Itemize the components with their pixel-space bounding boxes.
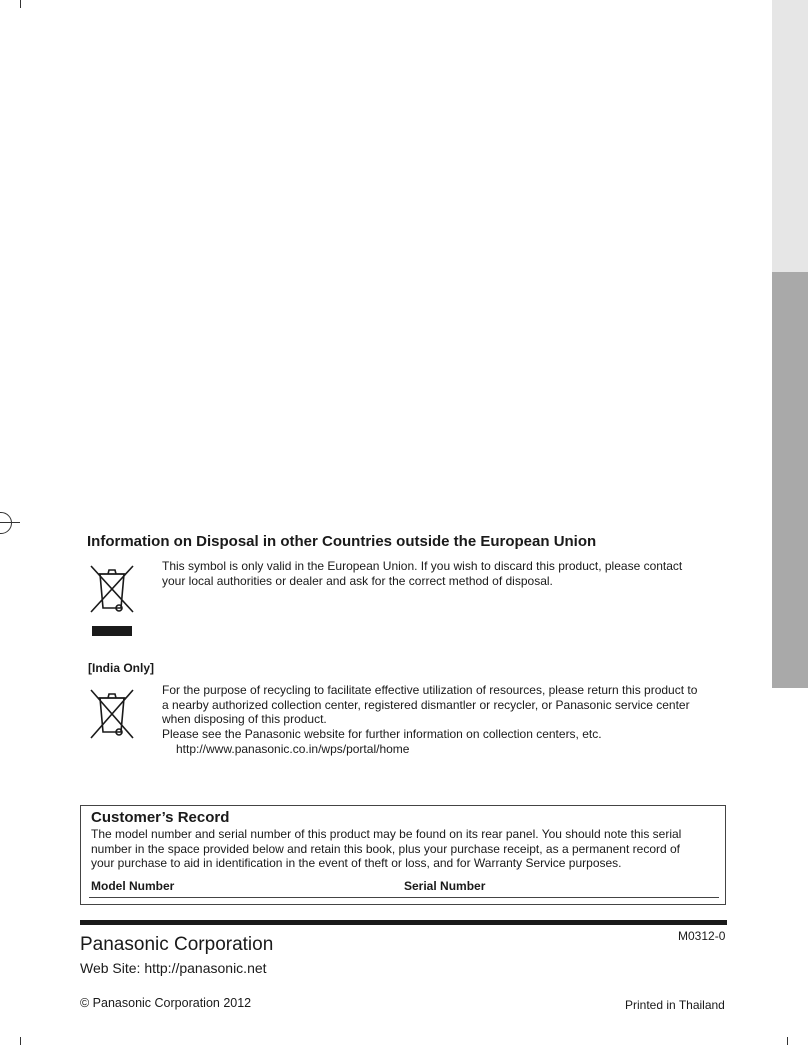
side-tab-light	[772, 0, 808, 272]
registration-line-left	[0, 522, 20, 523]
customer-record-box	[80, 805, 726, 905]
disposal-heading: Information on Disposal in other Countries outside the European Union	[87, 533, 597, 550]
copyright: © Panasonic Corporation 2012	[80, 996, 252, 1010]
document-code: M0312-0	[678, 929, 726, 943]
customer-record-text: The model number and serial number of this product may be found on its rear panel. You should note this serial number in the space provided below and retain this book, plus your purchase receipt, as a permanent record of your purchase to aid in identification in the event of theft or loss, and for Warranty Service purposes.	[91, 827, 682, 870]
record-entry-line	[89, 897, 719, 898]
crop-mark-bottom-left	[20, 1037, 21, 1045]
serial-number-label: Serial Number	[404, 879, 486, 893]
india-url[interactable]: http://www.panasonic.co.in/wps/portal/home	[176, 742, 410, 756]
customer-record-title: Customer’s Record	[91, 809, 230, 826]
footer-rule	[80, 920, 727, 925]
crossed-out-wheelie-bin-icon	[88, 562, 136, 638]
crop-mark-top-left	[20, 0, 21, 8]
registration-mark-left	[0, 512, 12, 534]
crossed-out-wheelie-bin-icon-india	[88, 686, 136, 742]
india-text: For the purpose of recycling to facilitate effective utilization of resources, please return this product to a nearby authorized collection center, registered dismantler or recycler, or Panasonic service center when disposing of this product. Please see the Panasonic website for further information on collection centers, etc. http://www.panasonic.co.in/wps/portal/home	[162, 683, 752, 757]
side-tab-dark	[772, 272, 808, 688]
disposal-text: This symbol is only valid in the European Union. If you wish to discard this product, please contact your local authorities or dealer and ask for the correct method of disposal.	[162, 559, 683, 588]
website: Web Site: http://panasonic.net	[80, 960, 267, 976]
corporation-name: Panasonic Corporation	[80, 934, 274, 955]
printed-in: Printed in Thailand	[625, 998, 725, 1012]
crop-mark-bottom-right	[787, 1037, 788, 1045]
model-number-label: Model Number	[91, 879, 175, 893]
india-label: [India Only]	[88, 661, 154, 675]
